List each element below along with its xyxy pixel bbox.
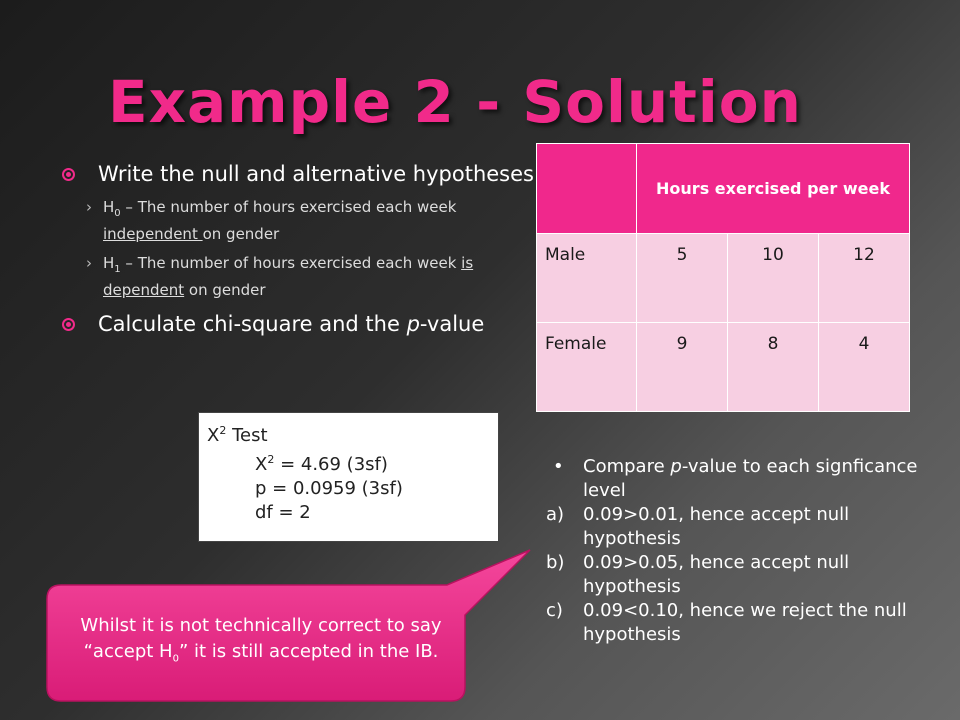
table-row — [537, 323, 910, 412]
target-bullet-icon — [62, 168, 75, 181]
table-cell: 10 — [728, 234, 819, 323]
table-header: Hours exercised per week — [637, 144, 910, 234]
chi-square-value: $X^2 = 4.69$ (3sf) — [255, 453, 388, 475]
comparison-list — [546, 455, 926, 647]
slide-title: Example 2 - Solution — [108, 68, 802, 136]
table-cell: 5 — [637, 234, 728, 323]
bullet-text: Write the null and alternative hypotheses — [98, 162, 534, 186]
row-label: Female — [537, 323, 637, 412]
table-row — [537, 234, 910, 323]
comparison-item: a) 0.09>0.01, hence accept null hypothesis — [546, 504, 850, 549]
comparison-intro: • Compare p-value to each signficance level — [553, 456, 918, 501]
header-empty-cell — [537, 144, 637, 234]
table-header-row — [537, 144, 910, 234]
list-marker: b) — [546, 552, 565, 573]
hypotheses-list — [86, 197, 538, 300]
list-marker: c) — [546, 600, 563, 621]
chevron-right-icon: › — [86, 198, 92, 216]
degrees-of-freedom: df = 2 — [255, 502, 311, 523]
comparison-item: b) 0.09>0.05, hence accept null hypothesis — [546, 552, 850, 597]
row-label: Male — [537, 234, 637, 323]
target-bullet-icon — [62, 318, 75, 331]
list-marker: a) — [546, 504, 565, 525]
null-hypothesis: › $H_0$ – The number of hours exercised each week independent on gender — [86, 198, 457, 243]
p-value: p = 0.0959 (3sf) — [255, 478, 403, 499]
comparison-item: c) 0.09<0.10, hence we reject the null hypothesis — [546, 600, 907, 645]
table-cell: 9 — [637, 323, 728, 412]
callout-note — [47, 585, 475, 701]
callout-text: Whilst it is not technically correct to say “accept $H_0$” it is still accepted in the IB. — [80, 615, 442, 665]
hypotheses-section — [58, 160, 538, 339]
bullet-calculate-chi-square: Calculate chi-square and the p-value — [58, 310, 538, 339]
bullet-icon: • — [553, 456, 564, 477]
table-cell: 8 — [728, 323, 819, 412]
bullet-write-hypotheses — [58, 160, 538, 189]
table-cell: 4 — [819, 323, 910, 412]
chi-square-test-box — [198, 412, 499, 542]
table-cell: 12 — [819, 234, 910, 323]
test-title: $X^2$ Test — [207, 424, 268, 446]
contingency-table — [536, 143, 910, 411]
alternative-hypothesis: › $H_1$ – The number of hours exercised each week is dependent on gender — [86, 254, 474, 299]
chevron-right-icon: › — [86, 254, 92, 272]
